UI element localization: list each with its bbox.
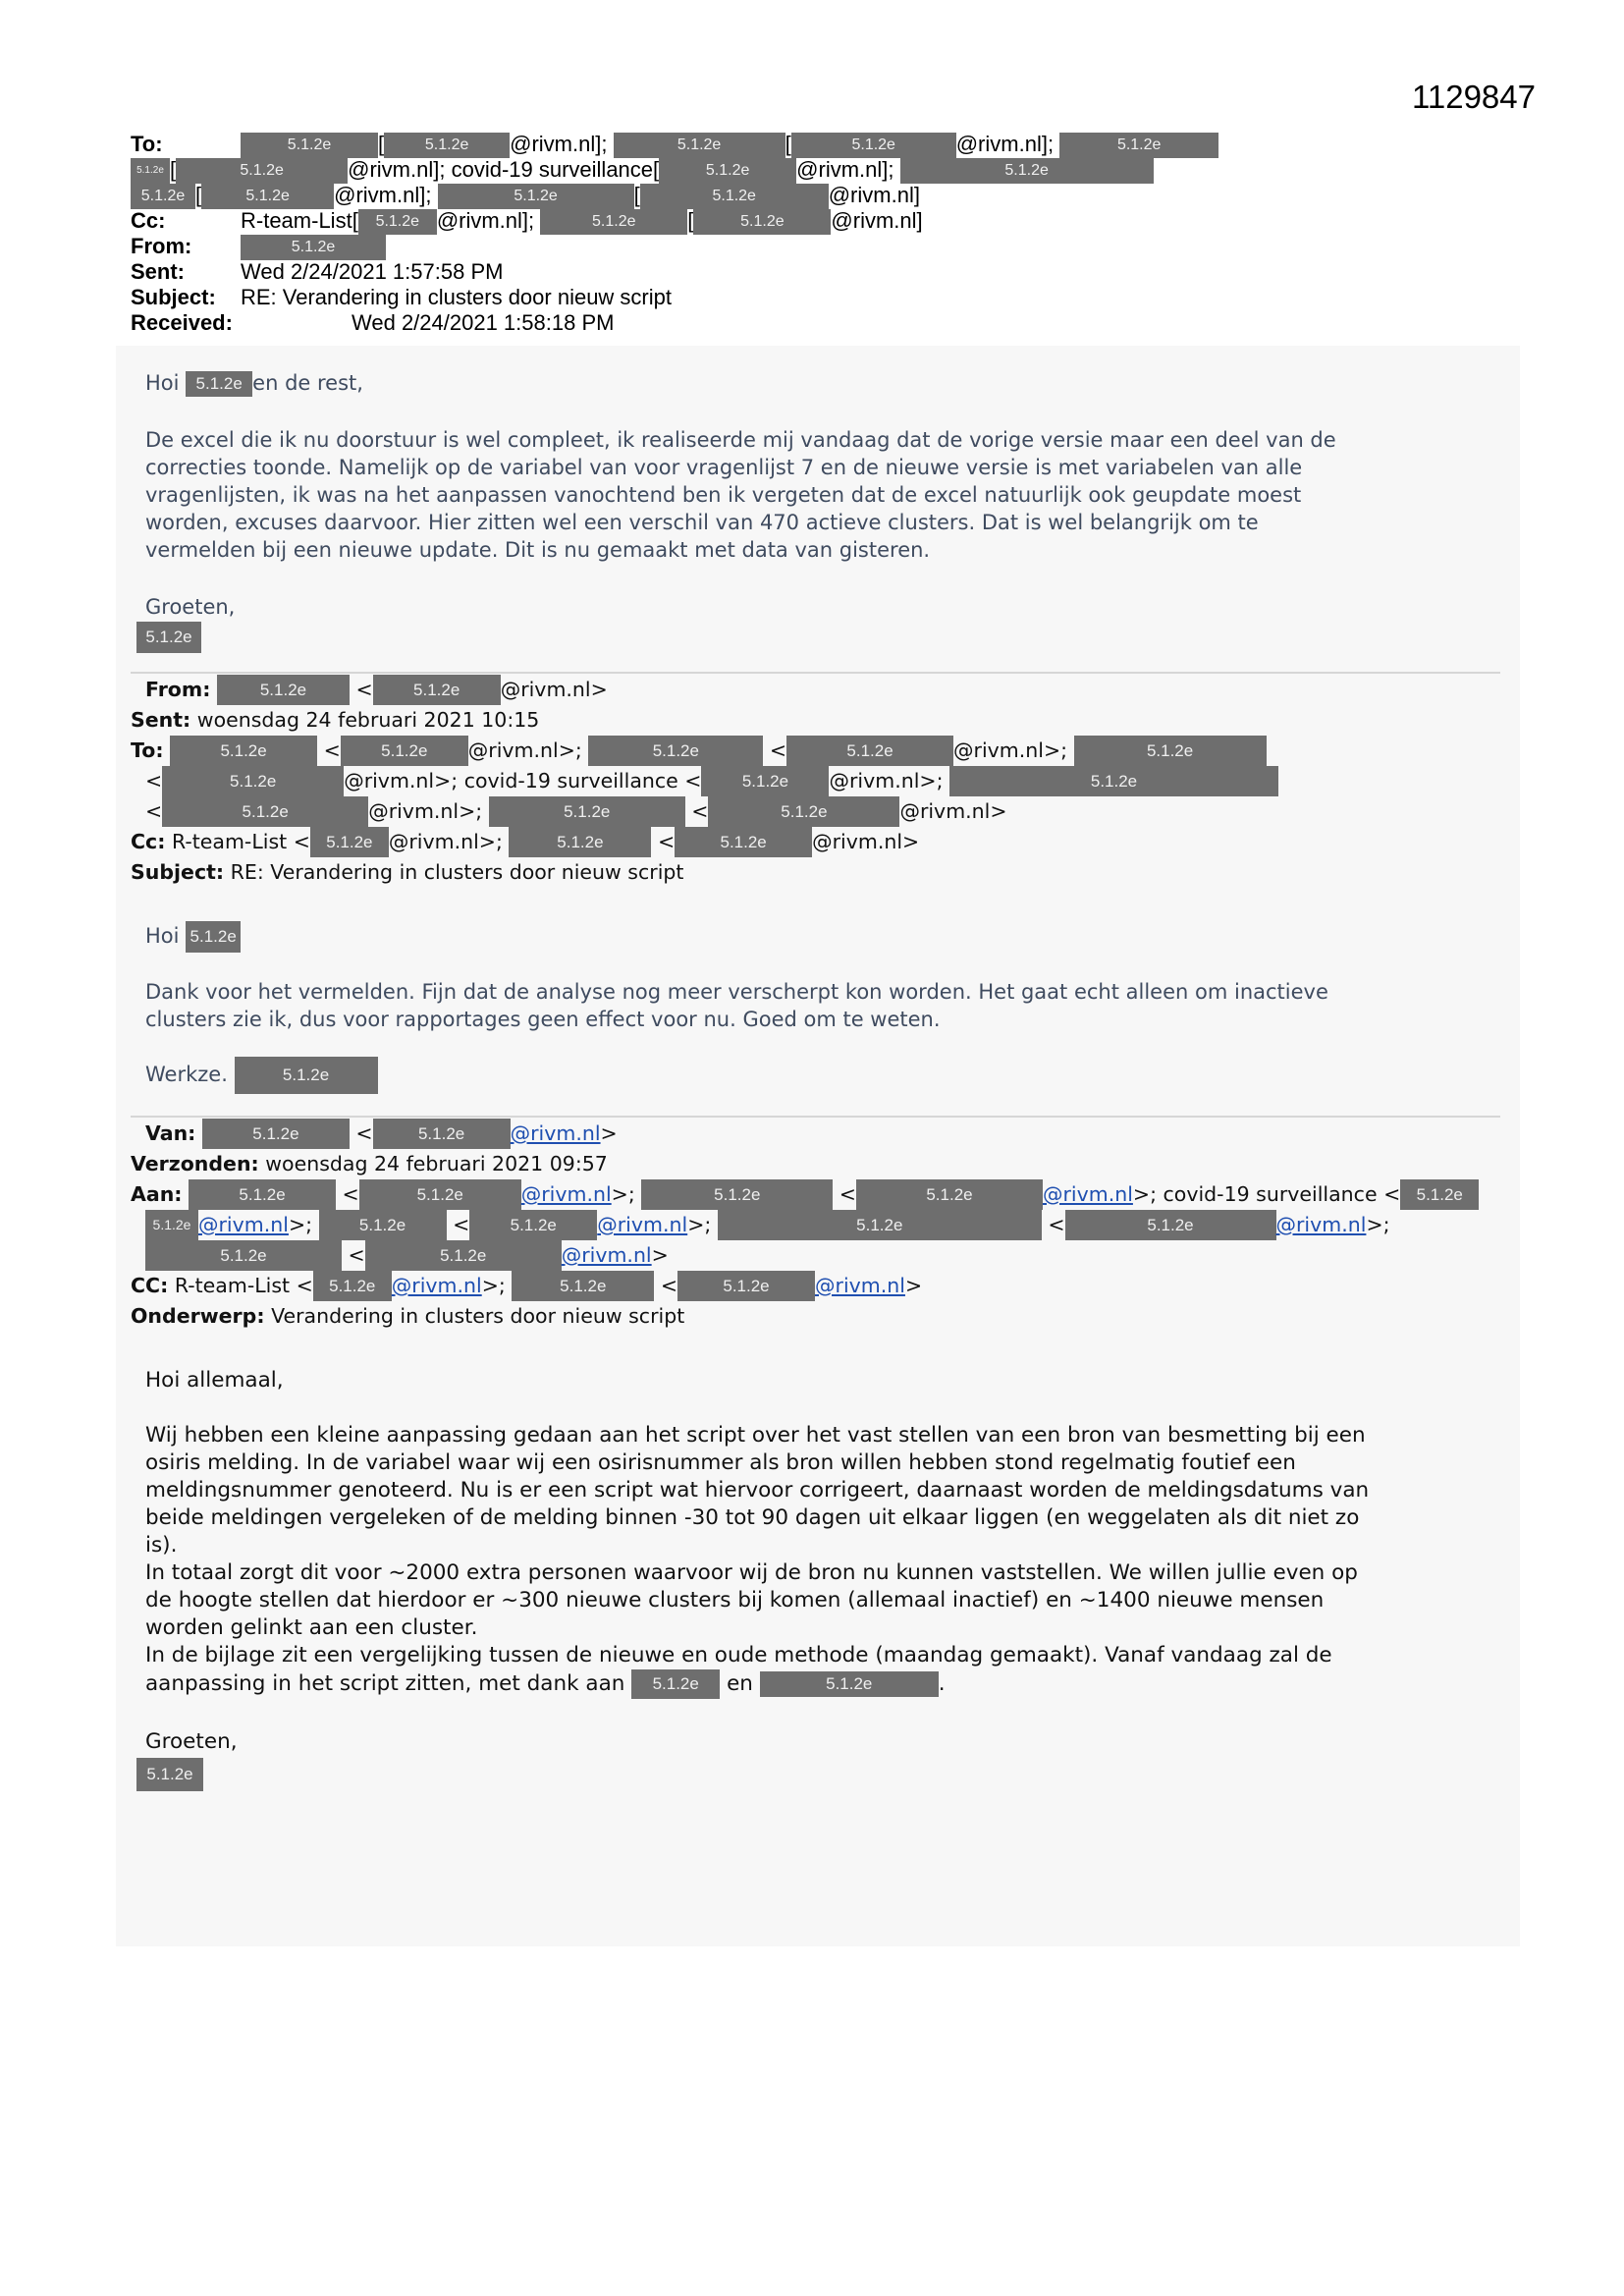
quote1-closing bbox=[145, 1057, 1490, 1094]
message1-closing: Groeten, bbox=[145, 595, 236, 619]
redaction: 5.1.2e bbox=[131, 184, 195, 209]
redaction: 5.1.2e bbox=[640, 184, 829, 209]
cc-line: Cc: R-team-List[ 5.1.2e @rivm.nl]; 5.1.2e [ 5.1.2e @rivm.nl] bbox=[131, 208, 1505, 234]
quote2-verzonden-label: Verzonden: bbox=[131, 1152, 259, 1175]
redaction: 5.1.2e bbox=[162, 766, 344, 796]
email-link[interactable]: @rivm.nl bbox=[520, 1182, 612, 1206]
document-number: 1129847 bbox=[1411, 79, 1536, 115]
quote2-line: osiris melding. In de variabel waar wij een osirisnummer als bron willen hebben stond regelmatig foutief een bbox=[145, 1450, 1296, 1475]
redaction: 5.1.2e bbox=[708, 796, 899, 827]
email-domain: @rivm.nl>; bbox=[829, 769, 944, 793]
email-header bbox=[131, 132, 1505, 336]
redaction: 5.1.2e bbox=[641, 1179, 833, 1210]
quote1-sent-value: woensdag 24 februari 2021 10:15 bbox=[196, 708, 540, 732]
redaction: 5.1.2e bbox=[176, 158, 348, 184]
redaction: 5.1.2e bbox=[186, 371, 252, 397]
redaction: 5.1.2e bbox=[310, 827, 389, 857]
quote2-van-line: Van: 5.1.2e < 5.1.2e @rivm.nl> bbox=[131, 1119, 1479, 1149]
email-link[interactable]: @rivm.nl bbox=[561, 1243, 652, 1267]
quote2-closing: Groeten, bbox=[145, 1729, 238, 1754]
quote2-line: In totaal zorgt dit voor ~2000 extra personen waarvoor wij de bron nu kunnen vaststellen. We willen jullie even op bbox=[145, 1560, 1358, 1585]
from-label: From: bbox=[131, 234, 192, 258]
redaction: 5.1.2e bbox=[365, 1240, 562, 1271]
email-link[interactable]: @rivm.nl bbox=[510, 1121, 601, 1145]
to-line-2: 5.1.2e [ 5.1.2e @rivm.nl]; covid-19 surveillance[ 5.1.2e @rivm.nl]; 5.1.2e bbox=[131, 157, 1505, 183]
quote2-line: In de bijlage zit een vergelijking tussen de nieuwe en oude methode (maandag gemaakt). Vanaf vandaag zal de bbox=[145, 1643, 1332, 1667]
subject-line bbox=[131, 285, 1505, 310]
redaction: 5.1.2e bbox=[136, 622, 201, 653]
redaction: 5.1.2e bbox=[693, 209, 831, 235]
rteam-list: R-team-List bbox=[174, 1274, 291, 1297]
redaction: 5.1.2e bbox=[438, 184, 634, 209]
redaction: 5.1.2e bbox=[241, 235, 386, 260]
redaction: 5.1.2e bbox=[1074, 736, 1267, 766]
redaction: 5.1.2e bbox=[235, 1057, 378, 1094]
sent-line bbox=[131, 259, 1505, 285]
redaction: 5.1.2e bbox=[675, 827, 812, 857]
quote1-cc-label: Cc: bbox=[131, 830, 166, 853]
quote2-line: meldingsnummer genoteerd. Nu is er een script wat hiervoor corrigeert, daarnaast worden de meldingsdatums van bbox=[145, 1478, 1370, 1503]
message1-line: vermelden bij een nieuwe update. Dit is nu gemaakt met data van gisteren. bbox=[145, 538, 931, 562]
quote1-sent-line bbox=[131, 705, 1278, 736]
quote2-onderwerp-label: Onderwerp: bbox=[131, 1304, 265, 1328]
redaction: 5.1.2e bbox=[1065, 1210, 1276, 1240]
redaction: 5.1.2e bbox=[1059, 133, 1218, 158]
covid-surveillance: covid-19 surveillance bbox=[1163, 1182, 1378, 1206]
rteam-list: R-team-List bbox=[241, 208, 352, 233]
to-line-3: 5.1.2e [ 5.1.2e @rivm.nl]; 5.1.2e [ 5.1.2e @rivm.nl] bbox=[131, 183, 1505, 208]
redaction: 5.1.2e bbox=[217, 675, 350, 705]
quote1-to-line-2: < 5.1.2e @rivm.nl>; covid-19 surveillance < 5.1.2e @rivm.nl>; 5.1.2e bbox=[131, 766, 1278, 796]
quote2-verzonden-line bbox=[131, 1149, 1479, 1179]
quote1-to-label: To: bbox=[131, 738, 164, 762]
rteam-list: R-team-List bbox=[171, 830, 288, 853]
quote1-line: clusters zie ik, dus voor rapportages geen effect voor nu. Goed om te weten. bbox=[145, 1008, 941, 1031]
quote2-onderwerp-value: Verandering in clusters door nieuw script bbox=[271, 1304, 685, 1328]
quote2-line-text: en bbox=[727, 1671, 753, 1696]
redaction: 5.1.2e bbox=[512, 1271, 654, 1301]
greeting-rest: en de rest, bbox=[252, 371, 363, 395]
redaction: 5.1.2e bbox=[949, 766, 1278, 796]
quote2-last-line bbox=[145, 1669, 1500, 1699]
redaction: 5.1.2e bbox=[313, 1271, 392, 1301]
redaction: 5.1.2e bbox=[701, 766, 829, 796]
received-line bbox=[131, 310, 1505, 336]
quote1-header bbox=[131, 675, 1278, 888]
redaction: 5.1.2e bbox=[509, 827, 651, 857]
redaction: 5.1.2e bbox=[136, 1758, 203, 1791]
redaction: 5.1.2e bbox=[373, 1119, 511, 1149]
redaction: 5.1.2e bbox=[170, 736, 317, 766]
quote1-subject-line bbox=[131, 857, 1278, 888]
email-domain: @rivm.nl]; bbox=[796, 157, 894, 182]
received-value: Wed 2/24/2021 1:58:18 PM bbox=[352, 310, 615, 335]
subject-value: RE: Verandering in clusters door nieuw script bbox=[241, 285, 672, 309]
quote2-verzonden-value: woensdag 24 februari 2021 09:57 bbox=[265, 1152, 608, 1175]
quote2-aan-line: Aan: 5.1.2e < 5.1.2e @rivm.nl>; 5.1.2e < 5.1.2e @rivm.nl>; covid-19 surveillance < 5.1.2e bbox=[131, 1179, 1479, 1210]
quote1-from-line: From: 5.1.2e < 5.1.2e @rivm.nl> bbox=[131, 675, 1278, 705]
redaction: 5.1.2e bbox=[189, 1179, 336, 1210]
quote2-van-label: Van: bbox=[145, 1121, 196, 1145]
redaction: 5.1.2e bbox=[131, 158, 170, 184]
quote1-cc-line: Cc: R-team-List < 5.1.2e @rivm.nl>; 5.1.2e < 5.1.2e @rivm.nl> bbox=[131, 827, 1278, 857]
redaction: 5.1.2e bbox=[760, 1671, 939, 1697]
to-line bbox=[131, 132, 1505, 157]
redaction: 5.1.2e bbox=[1400, 1179, 1479, 1210]
quote1-subject-label: Subject: bbox=[131, 860, 225, 884]
redaction: 5.1.2e bbox=[202, 1119, 350, 1149]
email-domain: @rivm.nl] bbox=[828, 183, 920, 207]
email-domain: @rivm.nl]; bbox=[334, 183, 432, 207]
redaction: 5.1.2e bbox=[162, 796, 368, 827]
redaction: 5.1.2e bbox=[384, 133, 510, 158]
quote2-line: worden gelinkt aan een cluster. bbox=[145, 1615, 478, 1640]
greeting-word: Hoi bbox=[145, 371, 180, 395]
email-link[interactable]: @rivm.nl bbox=[1275, 1213, 1367, 1236]
redaction: 5.1.2e bbox=[469, 1210, 597, 1240]
sent-label: Sent: bbox=[131, 259, 185, 284]
quote2-onderwerp-line bbox=[131, 1301, 1479, 1332]
redaction: 5.1.2e bbox=[319, 1210, 447, 1240]
quote2-line: Wij hebben een kleine aanpassing gedaan aan het script over het vast stellen van een bron van besmetting bij een bbox=[145, 1423, 1366, 1448]
redaction: 5.1.2e bbox=[145, 1210, 198, 1240]
redaction: 5.1.2e bbox=[489, 796, 685, 827]
redaction: 5.1.2e bbox=[677, 1271, 815, 1301]
message1-signature bbox=[136, 622, 201, 653]
email-link[interactable]: @rivm.nl bbox=[815, 1274, 905, 1297]
quote1-from-label: From: bbox=[145, 678, 211, 701]
redaction: 5.1.2e bbox=[358, 209, 437, 235]
covid-surveillance: covid-19 surveillance bbox=[451, 157, 654, 182]
email-domain: @rivm.nl]; bbox=[510, 132, 608, 156]
quote1-sent-label: Sent: bbox=[131, 708, 191, 732]
received-label: Received: bbox=[131, 310, 233, 335]
redaction: 5.1.2e bbox=[241, 133, 378, 158]
quote2-line: beide meldingen vergeleken of de melding binnen -30 tot 90 dagen uit elkaar liggen (en weggelaten als dit niet zo bbox=[145, 1505, 1360, 1530]
redaction: 5.1.2e bbox=[786, 736, 953, 766]
quote1-to-line-3: < 5.1.2e @rivm.nl>; 5.1.2e < 5.1.2e @rivm.nl> bbox=[131, 796, 1278, 827]
redaction: 5.1.2e bbox=[359, 1179, 521, 1210]
from-line bbox=[131, 234, 1505, 259]
quote1-to-line: To: 5.1.2e < 5.1.2e @rivm.nl>; 5.1.2e < 5.1.2e @rivm.nl>; 5.1.2e bbox=[131, 736, 1278, 766]
message1-line: correcties toonde. Namelijk op de variabel van voor vragenlijst 7 en de nieuwe versie is met variabelen van alle bbox=[145, 456, 1303, 479]
email-domain: @rivm.nl]; bbox=[436, 208, 535, 233]
quote2-line: de hoogte stellen dat hierdoor er ~300 nieuwe clusters bij komen (allemaal inactief) en ~1400 nieuwe mensen bbox=[145, 1588, 1325, 1613]
quote2-line-text: aanpassing in het script zitten, met dank aan bbox=[145, 1671, 625, 1696]
email-domain: @rivm.nl>; bbox=[953, 738, 1068, 762]
quote2-cc-label: CC: bbox=[131, 1274, 169, 1297]
quote2-line: is). bbox=[145, 1533, 178, 1558]
to-recipients: 5.1.2e [ 5.1.2e @rivm.nl]; 5.1.2e [ 5.1.2e @rivm.nl]; 5.1.2e bbox=[241, 132, 1218, 158]
email-link[interactable]: @rivm.nl bbox=[597, 1213, 688, 1236]
email-link[interactable]: @rivm.nl bbox=[198, 1213, 289, 1236]
email-link[interactable]: @rivm.nl bbox=[1042, 1182, 1133, 1206]
email-link[interactable]: @rivm.nl bbox=[391, 1274, 482, 1297]
quote2-greeting: Hoi allemaal, bbox=[145, 1368, 284, 1393]
redaction: 5.1.2e bbox=[145, 1240, 342, 1271]
email-domain: @rivm.nl>; bbox=[344, 769, 459, 793]
message1-greeting bbox=[145, 369, 1490, 397]
email-domain: @rivm.nl] bbox=[831, 208, 923, 233]
email-domain: @rivm.nl>; bbox=[467, 738, 582, 762]
quote2-body bbox=[145, 1422, 1500, 1699]
separator bbox=[131, 1116, 1500, 1118]
message1-body bbox=[145, 426, 1490, 564]
to-label: To: bbox=[131, 132, 163, 156]
redaction: 5.1.2e bbox=[588, 736, 763, 766]
quote1-greeting bbox=[145, 921, 1490, 953]
quote2-aan-label: Aan: bbox=[131, 1182, 183, 1206]
email-domain: @rivm.nl]; bbox=[348, 157, 446, 182]
cc-label: Cc: bbox=[131, 208, 166, 233]
redaction: 5.1.2e bbox=[201, 184, 334, 209]
email-domain: @rivm.nl> bbox=[899, 799, 1007, 823]
message1-line: worden, excuses daarvoor. Hier zitten wel een verschil van 470 actieve clusters. Dat is wel belangrijk om te bbox=[145, 511, 1259, 534]
redaction: 5.1.2e bbox=[856, 1179, 1043, 1210]
covid-surveillance: covid-19 surveillance bbox=[463, 769, 678, 793]
sent-value: Wed 2/24/2021 1:57:58 PM bbox=[241, 259, 504, 284]
quote1-line: Dank voor het vermelden. Fijn dat de analyse nog meer verscherpt kon worden. Het gaat echt alleen om inactieve bbox=[145, 980, 1328, 1004]
redaction: 5.1.2e bbox=[373, 675, 501, 705]
quote2-signature bbox=[136, 1758, 203, 1791]
redaction: 5.1.2e bbox=[540, 209, 687, 235]
greeting-word: Hoi bbox=[145, 924, 180, 948]
email-domain: @rivm.nl]; bbox=[955, 132, 1055, 156]
quote2-cc-line: CC: R-team-List < 5.1.2e @rivm.nl>; 5.1.2e < 5.1.2e @rivm.nl> bbox=[131, 1271, 1479, 1301]
redaction: 5.1.2e bbox=[659, 158, 796, 184]
redaction: 5.1.2e bbox=[186, 921, 241, 953]
quote1-subject-value: RE: Verandering in clusters door nieuw script bbox=[230, 860, 684, 884]
redaction: 5.1.2e bbox=[614, 133, 785, 158]
message1-line: De excel die ik nu doorstuur is wel compleet, ik realiseerde mij vandaag dat de vorige versie maar een deel van de bbox=[145, 428, 1336, 452]
redaction: 5.1.2e bbox=[791, 133, 956, 158]
email-domain: @rivm.nl>; bbox=[368, 799, 483, 823]
quote2-header bbox=[131, 1119, 1479, 1332]
email-domain: @rivm.nl>; bbox=[388, 830, 503, 853]
message1-line: vragenlijsten, ik was na het aanpassen vanochtend ben ik vergeten dat de excel natuurlijk ook geupdate moest bbox=[145, 483, 1302, 507]
email-domain: @rivm.nl> bbox=[500, 678, 608, 701]
quote2-line-text: . bbox=[938, 1671, 946, 1696]
quote1-body bbox=[145, 978, 1490, 1033]
separator bbox=[131, 672, 1500, 674]
redaction: 5.1.2e bbox=[631, 1669, 720, 1699]
redaction: 5.1.2e bbox=[900, 158, 1154, 184]
redaction: 5.1.2e bbox=[718, 1210, 1042, 1240]
quote2-aan-line-3: 5.1.2e < 5.1.2e @rivm.nl> bbox=[131, 1240, 1479, 1271]
closing-word: Werkze. bbox=[145, 1063, 228, 1086]
redaction: 5.1.2e bbox=[341, 736, 468, 766]
subject-label: Subject: bbox=[131, 285, 216, 309]
email-domain: @rivm.nl> bbox=[812, 830, 920, 853]
quote2-aan-line-2: 5.1.2e @rivm.nl>; 5.1.2e < 5.1.2e @rivm.nl>; 5.1.2e < 5.1.2e @rivm.nl>; bbox=[131, 1210, 1479, 1240]
